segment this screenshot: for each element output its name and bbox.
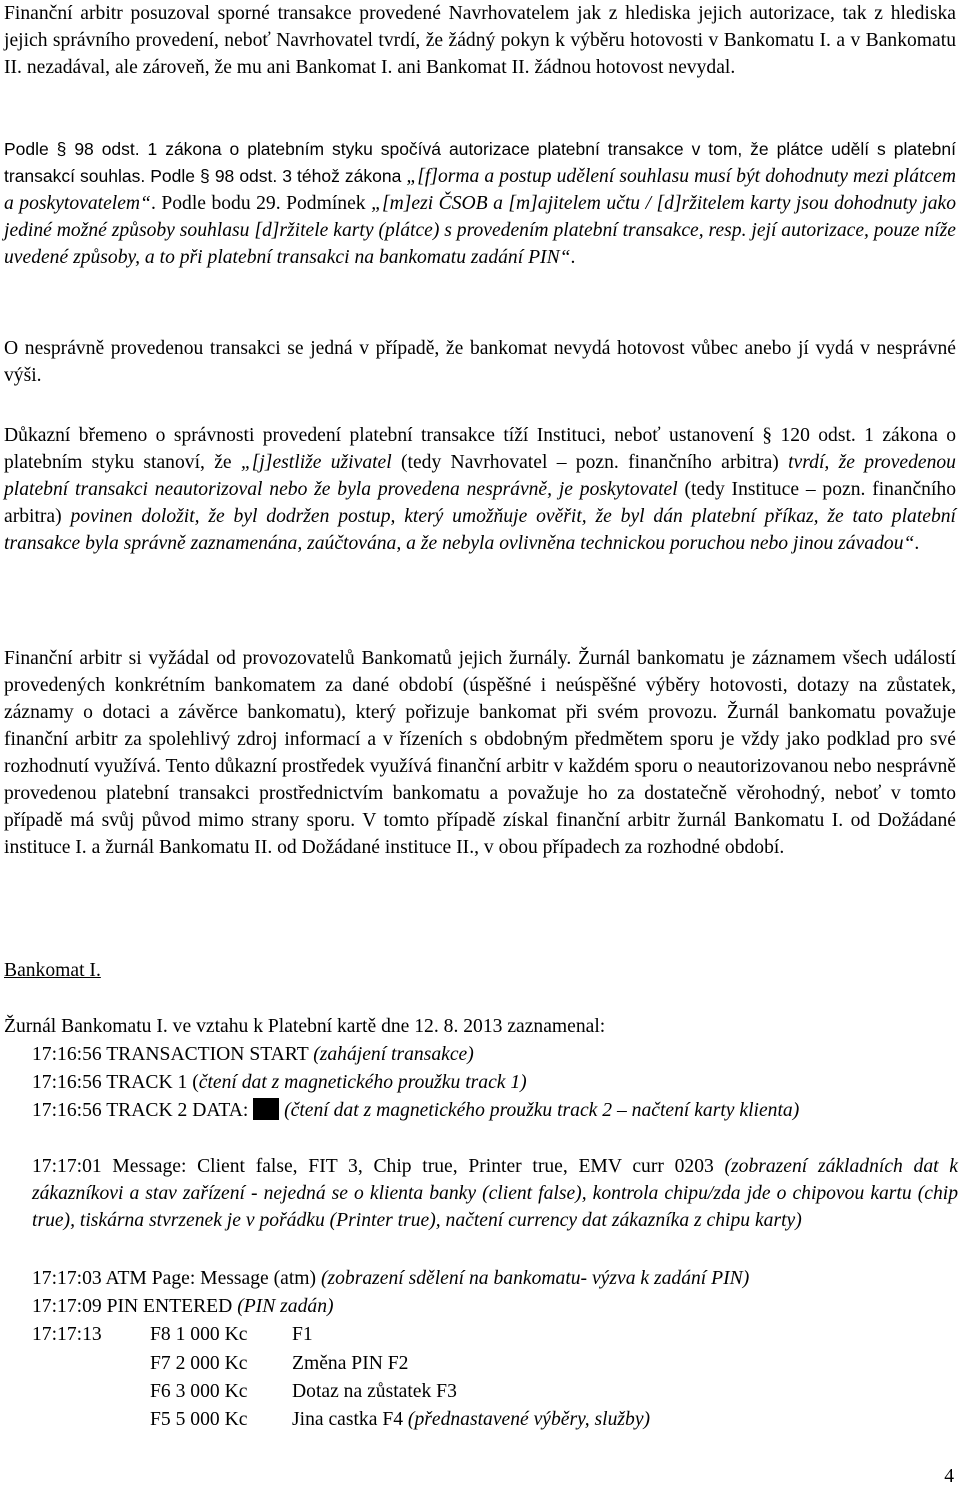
paragraph-arbiter-assessment <box>4 0 956 81</box>
paragraph-atm-journals <box>4 645 956 861</box>
log-entry: 17:16:56 TRACK 2 DATA: <box>32 1100 254 1121</box>
paragraph-authorization-law <box>4 136 956 271</box>
burden-text: Důkazní břemeno o správnosti provedení platební transakce tíží Instituci, neboť ustanovení § 120 odst. 1 zákona o platebním styku stanoví, že <box>4 425 956 473</box>
paragraph-text: Finanční arbitr si vyžádal od provozovatelů Bankomatů jejich žurnály. Žurnál bankomatu je záznamem všech událostí provedených konkrétním bankomatem za dané období (úspěšné i neúspěšné výběry hotovosti, dotazy na zůstatek, záznamy o dotaci a závěrce bankomatu), který pořizuje bankomat při svém provozu. Žurnál bankomatu považuje finanční arbitr za spolehlivý zdroj informací a v řízeních s obdobným předmětem sporu je vždy jako podklad pro své rozhodnutí využívá. Tento důkazní prostředek využívá finanční arbitr v každém sporu o neautorizovanou nebo nesprávně provedenou platební transakci prostřednictvím bankomatu a považuje ho za dostatečně věrohodný, neboť v tomto případě má svůj původ mimo strany sporu. V tomto případě získal finanční arbitr žurnál Bankomatu I. od Dožádané instituce I. a žurnál Bankomatu II. od Dožádané instituce II., v obou případech za rozhodné období. <box>4 648 956 858</box>
menu-key: F8 1 000 Kc <box>150 1324 248 1345</box>
menu-key: F7 2 000 Kc <box>150 1353 248 1374</box>
period: . <box>570 247 576 268</box>
menu-label: F1 <box>292 1324 313 1345</box>
log-entry: 17:16:56 TRANSACTION START <box>32 1044 314 1065</box>
log-entry: 17:16:56 TRACK 1 ( <box>32 1072 199 1093</box>
menu-note: (přednastavené výběry, služby) <box>407 1409 651 1430</box>
log-line-4 <box>32 1153 958 1234</box>
log-entry: 17:17:03 ATM Page: Message (atm) <box>32 1268 321 1289</box>
period: . <box>914 533 920 554</box>
section-heading <box>4 957 101 984</box>
log-explanation: čtení dat z magnetického proužku track 1) <box>198 1072 527 1093</box>
log-entry: 17:17:09 PIN ENTERED <box>32 1296 238 1317</box>
log-line-3 <box>32 1097 958 1124</box>
menu-label: Změna PIN F2 <box>292 1353 409 1374</box>
law-quote: „[f]orma a postup udělení souhlasu musí být dohodnuty mezi plátcem a poskytovatelem“ <box>4 166 956 214</box>
burden-note-1: (tedy Navrhovatel – pozn. finančního arbitra) <box>391 452 789 473</box>
redaction-block <box>253 1098 279 1120</box>
log-explanation: (PIN zadán) <box>237 1296 334 1317</box>
log-line-6 <box>32 1293 958 1320</box>
log-explanation: (čtení dat z magnetického proužku track 2 – načtení karty klienta) <box>279 1100 800 1121</box>
menu-key: F5 5 000 Kc <box>150 1409 248 1430</box>
log-line-5 <box>32 1265 958 1292</box>
menu-key: F6 3 000 Kc <box>150 1381 248 1402</box>
conditions-quote: „[m]ezi ČSOB a [m]ajitelem učtu / [d]ržitelem karty jsou dohodnuty jako jediné možné způsoby souhlasu [d]ržitele karty (plátce) s provedením platební transakce, resp. její autorizace, pouze níže uvedené způsoby, a to při platební transakci na bankomatu zadání PIN“ <box>4 193 957 268</box>
heading-text: Bankomat I. <box>4 960 101 981</box>
menu-row-1 <box>32 1321 313 1348</box>
menu-label: Dotaz na zůstatek F3 <box>292 1381 457 1402</box>
journal-intro-text: Žurnál Bankomatu I. ve vztahu k Platební kartě dne 12. 8. 2013 zaznamenal: <box>4 1016 606 1037</box>
menu-label: Jina castka F4 <box>292 1409 408 1430</box>
paragraph-incorrect-transaction <box>4 335 956 389</box>
paragraph-text: O nesprávně provedenou transakci se jedná v případě, že bankomat nevydá hotovost vůbec anebo jí vydá v nesprávné výši. <box>4 338 956 386</box>
law-citation-text: Podle § 98 odst. 1 zákona o platebním styku spočívá autorizace platební transakce v tom, že plátce udělí s platební transakcí souhlas. <box>4 139 956 186</box>
log-explanation: (zobrazení základních dat k zákazníkovi a stav zařízení - nejedná se o klienta banky (client false), kontrola chipu/zda jde o chipovou kartu (chip true), tiskárna stvrzenek je v pořádku (Printer true), načtení currency dat zákazníka z chipu karty) <box>32 1156 958 1231</box>
paragraph-text: Finanční arbitr posuzoval sporné transakce provedené Navrhovatelem jak z hlediska jejich autorizace, tak z hlediska jejich správního provedení, neboť Navrhovatel tvrdí, že žádný pokyn k výběru hotovosti v Bankomatu I. a v Bankomatu II. nezadával, ale zároveň, že mu ani Bankomat I. ani Bankomat II. žádnou hotovost nevydal. <box>4 3 956 78</box>
burden-quote-2: tvrdí, že provedenou platební transakci neautorizoval nebo že byla provedena nesprávně, je poskytovatel <box>4 452 956 500</box>
burden-quote-1: „[j]estliže uživatel <box>240 452 392 473</box>
paragraph-burden-of-proof <box>4 422 956 557</box>
menu-label-group <box>292 1406 650 1433</box>
log-explanation: (zahájení transakce) <box>313 1044 474 1065</box>
law-citation-text-2: Podle § 98 odst. 3 téhož zákona <box>145 166 407 186</box>
journal-intro <box>4 1013 605 1040</box>
log-line-2 <box>32 1069 958 1096</box>
page-number: 4 <box>944 1466 954 1487</box>
burden-quote-3: povinen doložit, že byl dodržen postup, který umožňuje ověřit, že byl dán platební příkaz, že tato platební transakce byla správně zaznamenána, zaúčtována, a že nebyla ovlivněna technickou poruchou nebo jinou závadou“ <box>4 506 956 554</box>
menu-time: 17:17:13 <box>32 1324 102 1345</box>
log-explanation: (zobrazení sdělení na bankomatu- výzva k zadání PIN) <box>320 1268 750 1289</box>
conditions-reference: . Podle bodu 29. Podmínek <box>150 193 372 214</box>
log-line-1 <box>32 1041 958 1068</box>
log-entry: 17:17:01 Message: Client false, FIT 3, Chip true, Printer true, EMV curr 0203 <box>32 1156 725 1177</box>
burden-note-2: (tedy Instituce – pozn. finančního arbitra) <box>4 479 956 527</box>
